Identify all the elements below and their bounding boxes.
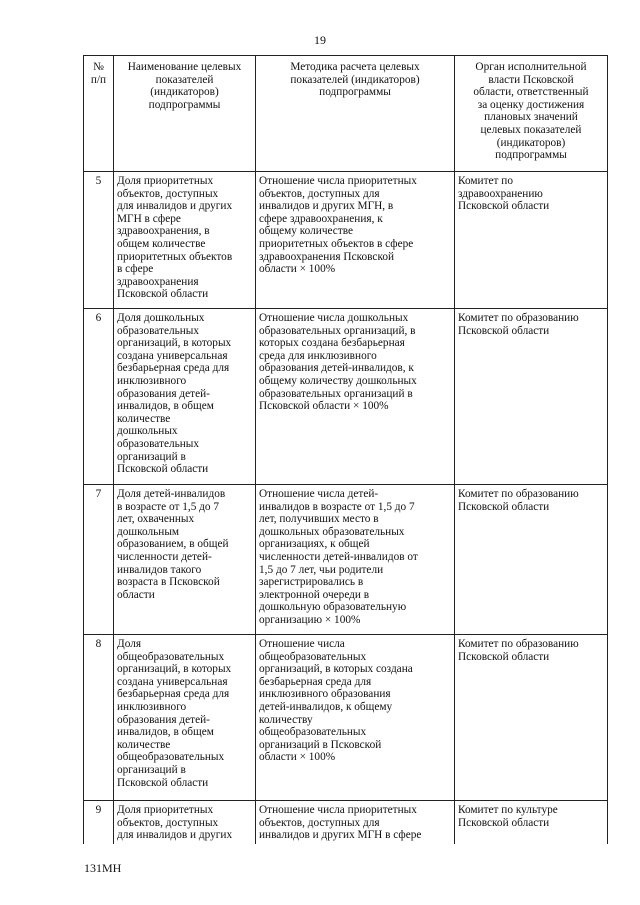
row-method: Отношение числа детей- инвалидов в возрасте от 1,5 до 7 лет, получивших место в дошкольных образовательных организациях, к общей численности детей-инвалидов от 1,5 до 7 лет, чьи родители зарегистрировались в электронной очереди в дошкольную образовательную организацию × 100% [256, 485, 455, 635]
header-indicator-name-text: Наименование целевых показателей (индикаторов) подпрограммы [127, 61, 242, 111]
row-indicator-name: Доля дошкольных образовательных организаций, в которых создана универсальная безбарьерная среда для инклюзивного образования детей- инвалидов, в общем количестве дошкольных образовательных организаций в Псковской области [114, 309, 256, 485]
row-number: 6 [84, 309, 114, 485]
row-number: 9 [84, 801, 114, 844]
row-number: 7 [84, 485, 114, 635]
row-indicator-name: Доля приоритетных объектов, доступных для инвалидов и других [114, 801, 256, 844]
row-authority: Комитет по культуре Псковской области [455, 801, 608, 844]
row-method: Отношение числа приоритетных объектов, доступных для инвалидов и других МГН, в сфере здравоохранения, к общему количестве приоритетных объектов в сфере здравоохранения Псковской области × 100% [256, 172, 455, 309]
table-row [84, 172, 608, 309]
header-authority-text: Орган исполнительной власти Псковской области, ответственный за оценку достижения плановых значений целевых показателей (индикаторов) подпрограммы [473, 61, 589, 162]
header-method-text: Методика расчета целевых показателей (индикаторов) подпрограммы [290, 61, 420, 99]
row-indicator-name: Доля приоритетных объектов, доступных для инвалидов и других МГН в сфере здравоохранения, в общем количестве приоритетных объектов в сфере здравоохранения Псковской области [114, 172, 256, 309]
table-row [84, 485, 608, 635]
row-method: Отношение числа дошкольных образовательных организаций, в которых создана безбарьерная среда для инклюзивного образования детей-инвалидов, к общему количеству дошкольных образовательных организаций в Псковской области × 100% [256, 309, 455, 485]
header-number-text: № п/п [90, 61, 107, 86]
table-header-row [84, 56, 608, 172]
header-authority [455, 56, 608, 172]
indicators-table [83, 55, 608, 844]
table-row [84, 635, 608, 801]
header-method [256, 56, 455, 172]
table-row [84, 801, 608, 844]
row-number: 8 [84, 635, 114, 801]
document-code: 131МН [84, 861, 122, 875]
page-number: 19 [314, 33, 326, 47]
row-indicator-name: Доля общеобразовательных организаций, в которых создана универсальная безбарьерная среда для инклюзивного образования детей- инвалидов, в общем количестве общеобразовательных организаций в Псковской области [114, 635, 256, 801]
table-row [84, 309, 608, 485]
header-number [84, 56, 114, 172]
row-authority: Комитет по образованию Псковской области [455, 485, 608, 635]
header-indicator-name [114, 56, 256, 172]
row-number: 5 [84, 172, 114, 309]
row-indicator-name: Доля детей-инвалидов в возрасте от 1,5 до 7 лет, охваченных дошкольным образованием, в общей численности детей- инвалидов такого возраста в Псковской области [114, 485, 256, 635]
row-method: Отношение числа приоритетных объектов, доступных для инвалидов и других МГН в сфере [256, 801, 455, 844]
row-authority: Комитет по образованию Псковской области [455, 309, 608, 485]
row-authority: Комитет по образованию Псковской области [455, 635, 608, 801]
row-authority: Комитет по здравоохранению Псковской области [455, 172, 608, 309]
row-method: Отношение числа общеобразовательных организаций, в которых создана безбарьерная среда для инклюзивного образования детей-инвалидов, к общему количеству общеобразовательных организаций в Псковской области × 100% [256, 635, 455, 801]
